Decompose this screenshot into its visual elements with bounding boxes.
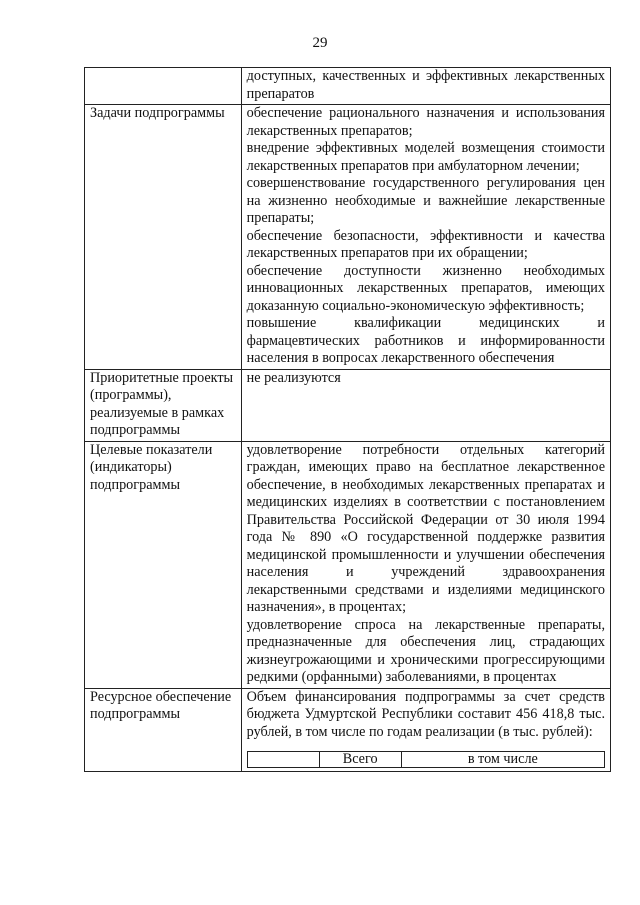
- row-paragraph: удовлетворение спроса на лекарственные препараты, предназначенные для обеспечения лиц, страдающих жизнеугрожающими и хроническими прогрессирующими редкими (орфанными) заболеваниями, в процентах: [246, 616, 605, 685]
- row-label-cell: [85, 688, 242, 772]
- row-content-cell: [241, 441, 610, 688]
- row-label-cell: [85, 68, 242, 105]
- row-paragraph: Объем финансирования подпрограммы за счет средств бюджета Удмуртской Республики составит 456 418,8 тыс. рублей, в том числе по годам реализации (в тыс. рублей):: [246, 688, 605, 740]
- row-paragraph: повышение квалификации медицинских и фармацевтических работников и информированности населения в вопросах лекарственного обеспечения: [246, 315, 605, 366]
- row-paragraph: удовлетворение потребности отдельных категорий граждан, имеющих право на бесплатное лекарственное обеспечение, в необходимых лекарственных препаратах и медицинских изделиях в соответствии с постановлением Правительства Российской Федерации от 30 июля 1994 года № 890 «О государственной поддержке развития медицинской промышленности и улучшении обеспечения населения и учреждений здравоохранения лекарственными средствами и изделиями медицинского назначения», в процентах;: [246, 441, 605, 615]
- row-label: Целевые показатели (индикаторы) подпрограммы: [90, 441, 213, 493]
- financing-header-cell: в том числе: [401, 752, 604, 768]
- row-label: Задачи подпрограммы: [90, 105, 225, 121]
- row-content-cell: [241, 688, 610, 772]
- row-label: Приоритетные проекты (программы), реализуемые в рамках подпрограммы: [90, 369, 234, 438]
- financing-header-cell: [247, 752, 319, 768]
- page-number: 29: [312, 35, 328, 51]
- row-content-cell: [241, 369, 610, 441]
- financing-header-cell: Всего: [319, 752, 401, 768]
- row-paragraph: совершенствование государственного регулирования цен на жизненно необходимые и важнейшие лекарственные препараты;: [246, 175, 605, 226]
- row-label: Ресурсное обеспечение подпрограммы: [90, 688, 232, 722]
- financing-table-header-row: [247, 752, 604, 768]
- row-paragraph: доступных, качественных и эффективных лекарственных препаратов: [246, 68, 605, 102]
- table-row: [85, 441, 611, 688]
- row-paragraph: обеспечение рационального назначения и использования лекарственных препаратов;: [246, 105, 605, 139]
- program-passport-table: [84, 67, 611, 772]
- table-row: [85, 68, 611, 105]
- financing-table: [247, 751, 605, 768]
- row-label-cell: [85, 105, 242, 370]
- row-paragraph: не реализуются: [246, 369, 341, 386]
- table-row: [85, 369, 611, 441]
- row-content-cell: [241, 105, 610, 370]
- row-paragraph: внедрение эффективных моделей возмещения стоимости лекарственных препаратов при амбулаторном лечении;: [246, 140, 605, 174]
- row-label-cell: [85, 441, 242, 688]
- row-paragraph: обеспечение доступности жизненно необходимых инновационных лекарственных препаратов, имеющих доказанную социально-экономическую эффективность;: [246, 262, 605, 314]
- row-content-cell: [241, 68, 610, 105]
- row-label-cell: [85, 369, 242, 441]
- table-row: [85, 105, 611, 370]
- table-row: [85, 688, 611, 772]
- row-paragraph: обеспечение безопасности, эффективности и качества лекарственных препаратов при их обращении;: [246, 227, 605, 261]
